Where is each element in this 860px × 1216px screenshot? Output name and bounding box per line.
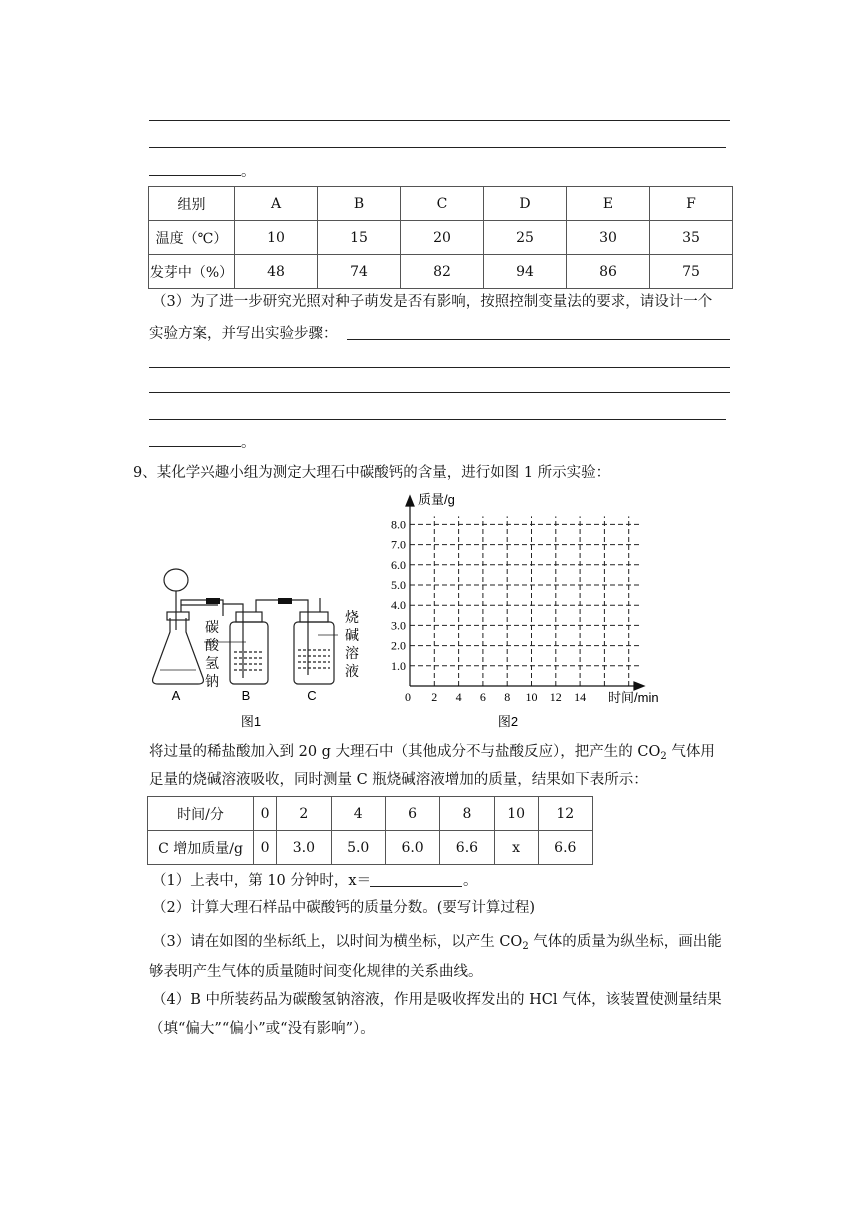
label-b: B [241, 688, 251, 703]
y-axis-label: 质量/g [418, 492, 455, 507]
q9-s3-line2: 够表明产生气体的质量随时间变化规律的关系曲线。 [149, 964, 483, 980]
coordinate-grid-figure [378, 490, 678, 730]
table-cell: 20 [401, 221, 484, 255]
x-axis-arrow [634, 682, 644, 690]
table-cell: 6.6 [440, 831, 494, 865]
table-cell: 6.0 [385, 831, 439, 865]
mass-table [147, 796, 593, 865]
sodium-bicarbonate-label: 钠 [205, 673, 219, 689]
q9-s4-line2: （填“偏大”“偏小”或“没有影响”）。 [149, 1021, 375, 1037]
x-tick-label: 10 [525, 690, 538, 704]
q9-para1-text: 将过量的稀盐酸加入到 20 g 大理石中（其他成分不与盐酸反应），把产生的 CO [149, 744, 661, 760]
q9-para2: 足量的烧碱溶液吸收，同时测量 C 瓶烧碱溶液增加的质量，结果如下表所示： [149, 772, 648, 788]
table-cell: E [567, 187, 650, 221]
table-row [149, 255, 733, 289]
caustic-soda-label: 碱 [345, 627, 359, 643]
table-row [148, 831, 593, 865]
period-mark: 。 [241, 164, 256, 180]
table-cell: 6.6 [538, 831, 592, 865]
q9-s3-text: （3）请在如图的坐标纸上，以时间为横坐标，以产生 CO [152, 934, 523, 950]
x-tick-label: 14 [574, 690, 587, 704]
x-tick-label: 12 [549, 690, 562, 704]
table-row [149, 221, 733, 255]
bottle-c [294, 622, 334, 684]
table-cell: 35 [650, 221, 733, 255]
answer-line[interactable] [149, 175, 241, 176]
table-cell: 5.0 [331, 831, 385, 865]
table-cell: 48 [235, 255, 318, 289]
table-cell: 0 [254, 831, 277, 865]
answer-line[interactable] [149, 367, 730, 368]
sodium-bicarbonate-label: 酸 [205, 637, 219, 653]
y-tick-label: 6.0 [391, 557, 406, 572]
apparatus-figure [148, 560, 378, 735]
x-axis-label: 时间/min [608, 690, 659, 705]
table-cell: 温度（℃） [149, 221, 235, 255]
table-header-row [149, 187, 733, 221]
caustic-soda-label: 烧 [345, 609, 359, 625]
table-cell: 75 [650, 255, 733, 289]
table-cell: 10 [494, 797, 538, 831]
q3-line1: （3）为了进一步研究光照对种子萌发是否有影响，按照控制变量法的要求，请设计一个 [152, 294, 713, 310]
table-header-row [148, 797, 593, 831]
table-cell: A [235, 187, 318, 221]
q9-s4-line1: （4）B 中所装药品为碳酸氢钠溶液，作用是吸收挥发出的 HCl 气体，该装置使测量结果 [152, 992, 722, 1008]
period-mark: 。 [463, 873, 478, 889]
y-tick-label: 2.0 [391, 638, 406, 653]
q9-s3-line1 [152, 932, 722, 957]
y-tick-label: 8.0 [391, 517, 406, 532]
table-cell: 10 [235, 221, 318, 255]
x-tick-label: 4 [455, 690, 462, 704]
table-cell: 30 [567, 221, 650, 255]
q9-para1 [149, 742, 715, 767]
answer-line[interactable] [370, 886, 462, 887]
label-a: A [171, 688, 181, 703]
table-cell: 94 [484, 255, 567, 289]
y-tick-label: 4.0 [391, 598, 406, 613]
x-tick-label: 8 [504, 690, 511, 704]
table-cell: 3.0 [277, 831, 331, 865]
y-tick-label: 3.0 [391, 618, 406, 633]
table-cell: 74 [318, 255, 401, 289]
subscript-2: 2 [660, 751, 667, 762]
table-cell: 0 [254, 797, 277, 831]
answer-line[interactable] [347, 339, 730, 340]
q9-s2: （2）计算大理石样品中碳酸钙的质量分数。(要写计算过程) [152, 900, 536, 916]
sodium-bicarbonate-label: 氢 [205, 655, 219, 671]
fig1-caption: 图1 [240, 714, 262, 729]
table-cell: 15 [318, 221, 401, 255]
caustic-soda-label: 液 [345, 663, 359, 679]
table-cell: 12 [538, 797, 592, 831]
answer-line[interactable] [149, 419, 726, 420]
y-tick-label: 7.0 [391, 537, 406, 552]
flask-a [153, 618, 204, 684]
q9-para1-text: 气体用 [666, 744, 715, 760]
q9-s3-text: 气体的质量为纵坐标，画出能 [528, 934, 722, 950]
table-cell: D [484, 187, 567, 221]
table-cell: C [401, 187, 484, 221]
y-tick-label: 5.0 [391, 578, 406, 592]
table-cell: 82 [401, 255, 484, 289]
label-c: C [307, 688, 317, 703]
table-cell: 发芽中（%） [149, 255, 235, 289]
answer-line[interactable] [149, 147, 726, 148]
x-tick-label: 6 [479, 690, 486, 704]
funnel-bulb [164, 569, 188, 591]
answer-line[interactable] [149, 120, 730, 121]
x-tick-label: 0 [405, 690, 411, 704]
table-cell: C 增加质量/g [148, 831, 254, 865]
table-cell: 4 [331, 797, 385, 831]
subscript-2: 2 [522, 941, 529, 952]
sodium-bicarbonate-label: 碳 [205, 619, 219, 635]
table-cell: 25 [484, 221, 567, 255]
x-tick-label: 2 [431, 690, 438, 704]
table-cell: 2 [277, 797, 331, 831]
table-cell: x [494, 831, 538, 865]
y-axis-arrow [406, 496, 414, 506]
fig2-caption: 图2 [497, 714, 519, 729]
bottle-b [230, 622, 268, 684]
table-cell: 时间/分 [148, 797, 254, 831]
table-cell: F [650, 187, 733, 221]
table-cell: 8 [440, 797, 494, 831]
germination-table [148, 186, 733, 289]
q9-s1: （1）上表中，第 10 分钟时，x＝ [152, 873, 372, 889]
table-cell: 6 [385, 797, 439, 831]
answer-line[interactable] [149, 446, 241, 447]
period-mark: 。 [241, 435, 256, 451]
y-tick-label: 1.0 [391, 658, 406, 673]
table-cell: 86 [567, 255, 650, 289]
q9-intro: 9、某化学兴趣小组为测定大理石中碳酸钙的含量，进行如图 1 所示实验： [133, 465, 611, 481]
answer-line[interactable] [149, 392, 730, 393]
q3-line2: 实验方案，并写出实验步骤： [149, 326, 338, 342]
table-cell: B [318, 187, 401, 221]
caustic-soda-label: 溶 [345, 645, 359, 661]
table-cell: 组别 [149, 187, 235, 221]
